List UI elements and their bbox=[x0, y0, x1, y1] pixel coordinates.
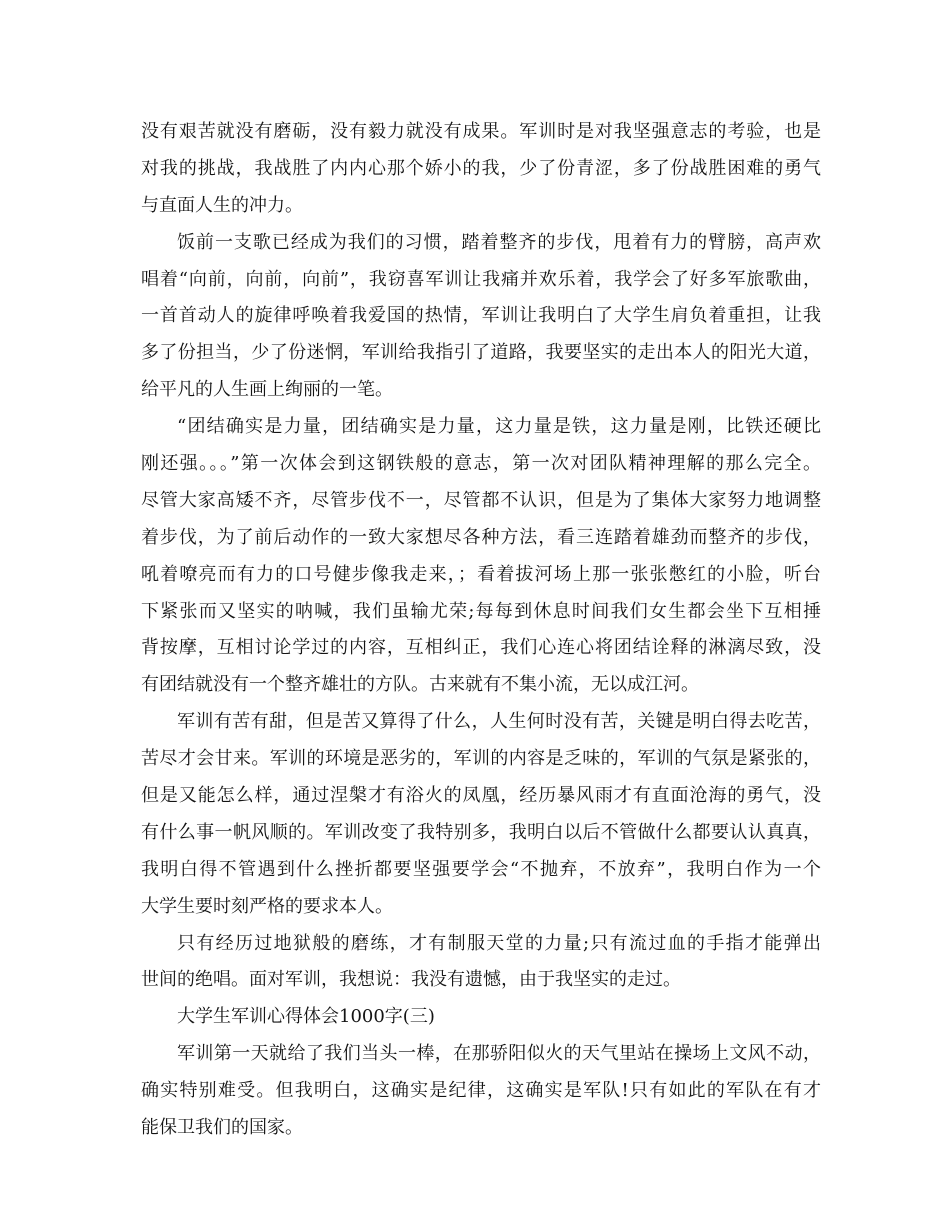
text-line: 世间的绝唱。面对军训，我想说：我没有遗憾，由于我坚实的走过。 bbox=[141, 969, 681, 991]
text-line: 军训第一天就给了我们当头一棒，在那骄阳似火的天气里站在操场上文风不动， bbox=[177, 1043, 821, 1065]
text-line: 刚还强。。。”第一次体会到这钢铁般的意志，第一次对团队精神理解的那么完全。 bbox=[141, 453, 821, 475]
text-line: 着步伐，为了前后动作的一致大家想尽各种方法，看三连踏着雄劲而整齐的步伐， bbox=[141, 526, 821, 548]
text-line: 给平凡的人生画上绚丽的一笔。 bbox=[141, 379, 393, 401]
text-line: 大学生要时刻严格的要求本人。 bbox=[141, 895, 393, 917]
text-line: 确实特别难受。但我明白，这确实是纪律，这确实是军队!只有如此的军队在有才 bbox=[141, 1080, 821, 1102]
text-line: 能保卫我们的国家。 bbox=[141, 1117, 303, 1139]
text-line: 只有经历过地狱般的磨练，才有制服天堂的力量;只有流过血的手指才能弹出 bbox=[177, 932, 821, 954]
text-line: 背按摩，互相讨论学过的内容，互相纠正，我们心连心将团结诠释的淋漓尽致，没 bbox=[141, 637, 821, 659]
text-line: 有什么事一帆风顺的。军训改变了我特别多，我明白以后不管做什么都要认认真真， bbox=[141, 821, 821, 843]
text-line: 饭前一支歌已经成为我们的习惯，踏着整齐的步伐，甩着有力的臂膀，高声欢 bbox=[177, 231, 821, 253]
section-heading: 大学生军训心得体会1000字(三) bbox=[177, 1006, 435, 1028]
text-line: 与直面人生的冲力。 bbox=[141, 194, 303, 216]
text-line: 但是又能怎么样，通过涅槃才有浴火的凤凰，经历暴风雨才有直面沧海的勇气，没 bbox=[141, 785, 821, 807]
text-line: 我明白得不管遇到什么挫折都要坚强要学会“不抛弃，不放弃”，我明白作为一个 bbox=[141, 858, 821, 880]
text-line: 尽管大家高矮不齐，尽管步伐不一，尽管都不认识，但是为了集体大家努力地调整 bbox=[141, 489, 821, 511]
text-line: 没有艰苦就没有磨砺，没有毅力就没有成果。军训时是对我坚强意志的考验，也是 bbox=[141, 121, 821, 142]
text-line: 军训有苦有甜，但是苦又算得了什么，人生何时没有苦，关键是明白得去吃苦， bbox=[177, 711, 821, 733]
text-line: 下紧张而又坚实的呐喊，我们虽输尤荣;每每到休息时间我们女生都会坐下互相捶 bbox=[141, 600, 821, 622]
text-line: 吼着嘹亮而有力的口号健步像我走来，；看着拔河场上那一张张憋红的小脸，听台 bbox=[141, 563, 821, 585]
text-line: 一首首动人的旋律呼唤着我爱国的热情，军训让我明白了大学生肩负着重担，让我 bbox=[141, 305, 821, 327]
document-page bbox=[141, 114, 821, 1147]
text-line: 对我的挑战，我战胜了内内心那个娇小的我，少了份青涩，多了份战胜困难的勇气 bbox=[141, 157, 821, 179]
text-line: 多了份担当，少了份迷惘，军训给我指引了道路，我要坚实的走出本人的阳光大道， bbox=[141, 342, 821, 364]
text-line: 唱着“向前，向前，向前”，我窃喜军训让我痛并欢乐着，我学会了好多军旅歌曲， bbox=[141, 268, 821, 290]
text-line: 有团结就没有一个整齐雄壮的方队。古来就有不集小流，无以成江河。 bbox=[141, 674, 699, 696]
text-line: “团结确实是力量，团结确实是力量，这力量是铁，这力量是刚，比铁还硬比 bbox=[177, 416, 821, 438]
text-line: 苦尽才会甘来。军训的环境是恶劣的，军训的内容是乏味的，军训的气氛是紧张的， bbox=[141, 748, 821, 770]
